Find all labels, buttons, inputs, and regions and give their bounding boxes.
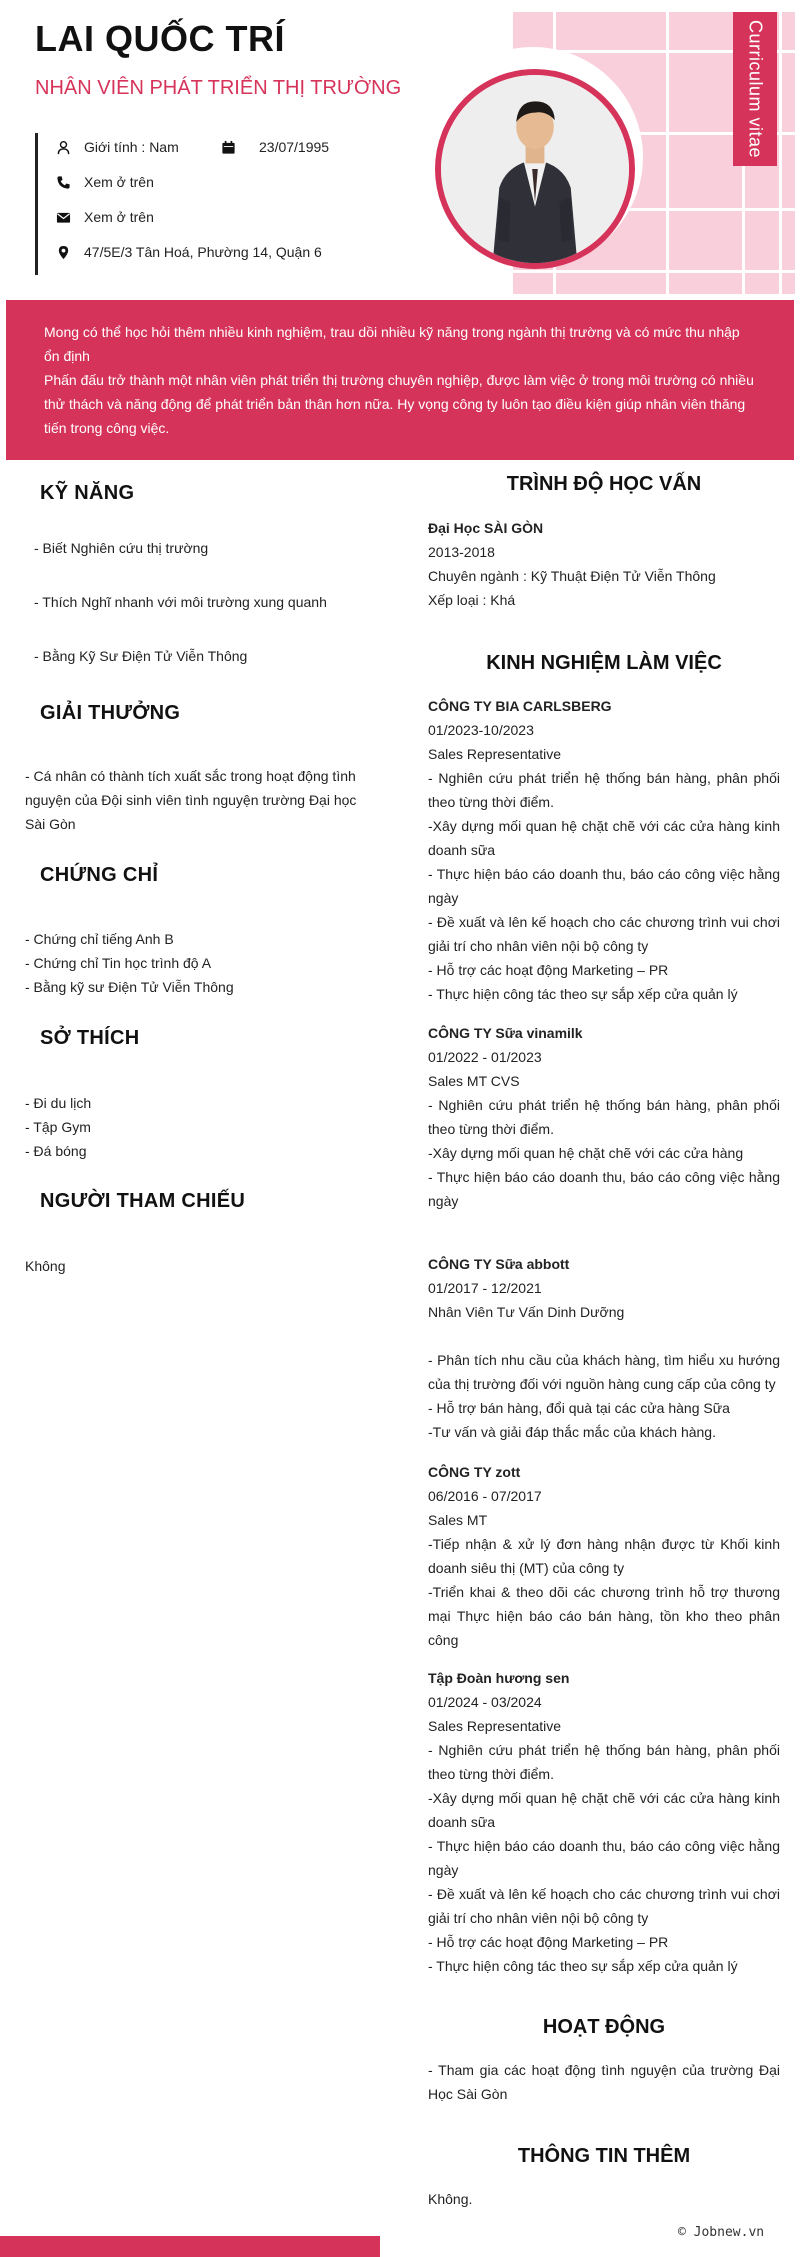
job-title: NHÂN VIÊN PHÁT TRIỂN THỊ TRƯỜNG (35, 77, 402, 99)
job-duty: - Thực hiện báo cáo doanh thu, báo cáo công việc hằng ngày (428, 866, 780, 906)
contact-dob (220, 139, 329, 155)
education-details (428, 516, 780, 612)
cv-tab-label: Curriculum vitae (745, 19, 766, 159)
job-duty: -Tiếp nhận & xử lý đơn hàng nhận được từ Khối kinh doanh siêu thị (MT) của công ty (428, 1536, 780, 1576)
education-school: Đại Học SÀI GÒN (428, 520, 544, 536)
job-duty: - Hỗ trợ các hoạt động Marketing – PR (428, 962, 669, 978)
job-duty: -Xây dựng mối quan hệ chặt chẽ với các cửa hàng kinh doanh sữa (428, 818, 780, 858)
gender-text: Giới tính : Nam (84, 139, 179, 155)
certificates-title: CHỨNG CHỈ (40, 864, 159, 886)
job-duty: - Thực hiện báo cáo doanh thu, báo cáo công việc hằng ngày (428, 1169, 780, 1209)
skills-title: KỸ NĂNG (40, 482, 135, 504)
experience-section (428, 651, 780, 675)
contact-info (35, 133, 415, 275)
hobby-item: - Đá bóng (25, 1143, 87, 1159)
email-icon (55, 209, 71, 225)
references-text: Không (25, 1258, 66, 1274)
job-duty: - Phân tích nhu cầu của khách hàng, tìm hiểu xu hướng của thị trường đối với nguồn hàng cung cấp của công ty (428, 1352, 780, 1392)
career-objective (6, 300, 794, 460)
bottom-accent-bar (0, 2236, 380, 2257)
email-text: Xem ở trên (84, 209, 154, 225)
candidate-name: LAI QUỐC TRÍ (35, 18, 285, 59)
objective-line-2: Phấn đấu trở thành một nhân viên phát triển thị trường chuyên nghiệp, được làm việc ở trong môi trường có nhiều thử thách và năng động để phát triển bản thân hơn nữa. Hy vọng công ty luôn tạo điều kiện giúp nhân viên thăng tiến trong công việc. (44, 372, 754, 436)
education-section (428, 472, 780, 496)
contact-gender (55, 139, 179, 155)
job-entry (428, 1252, 780, 1444)
job-duty: - Đề xuất và lên kế hoạch cho các chương trình vui chơi giải trí cho nhân viên nội bộ công ty (428, 1886, 780, 1926)
location-icon (55, 244, 71, 260)
job-period: 01/2017 - 12/2021 (428, 1280, 542, 1296)
contact-address (55, 244, 322, 260)
copyright: © Jobnew.vn (678, 2225, 765, 2240)
job-period: 01/2023-10/2023 (428, 722, 534, 738)
spacer (428, 1324, 780, 1348)
certificate-item: - Chứng chỉ Tin học trình độ A (25, 955, 212, 971)
awards-text: - Cá nhân có thành tích xuất sắc trong hoạt động tình nguyện của Đội sinh viên tình nguyện trường Đại học Sài Gòn (25, 768, 357, 832)
activities-title: HOẠT ĐỘNG (542, 2016, 666, 2038)
skill-item: - Thích Nghĩ nhanh với môi trường xung quanh (34, 594, 327, 610)
job-duty: - Thực hiện công tác theo sự sắp xếp cửa quản lý (428, 1958, 738, 1974)
job-duty: - Hỗ trợ bán hàng, đổi quà tại các cửa hàng Sữa (428, 1400, 730, 1416)
hobbies-title: SỞ THÍCH (40, 1027, 140, 1049)
job-company: CÔNG TY zott (428, 1464, 521, 1480)
hobby-item: - Tập Gym (25, 1119, 91, 1135)
experience-title: KINH NGHIỆM LÀM VIỆC (486, 652, 722, 674)
address-text: 47/5E/3 Tân Hoá, Phường 14, Quận 6 (84, 244, 322, 260)
job-role: Sales MT (428, 1512, 488, 1528)
education-period: 2013-2018 (428, 544, 495, 560)
job-duty: -Tư vấn và giải đáp thắc mắc của khách hàng. (428, 1424, 716, 1440)
job-role: Sales Representative (428, 746, 562, 762)
job-period: 06/2016 - 07/2017 (428, 1488, 542, 1504)
job-period: 01/2022 - 01/2023 (428, 1049, 542, 1065)
job-entry (428, 1021, 780, 1213)
extra-text: Không. (428, 2191, 473, 2207)
avatar (435, 69, 635, 269)
job-entry (428, 694, 780, 1006)
job-duty: - Nghiên cứu phát triển hệ thống bán hàng, phân phối theo từng thời điểm. (428, 1097, 780, 1137)
person-icon (55, 139, 71, 155)
job-company: CÔNG TY Sữa vinamilk (428, 1025, 583, 1041)
cv-tab (733, 12, 777, 166)
job-duty: - Thực hiện công tác theo sự sắp xếp cửa quản lý (428, 986, 738, 1002)
job-company: CÔNG TY BIA CARLSBERG (428, 698, 612, 714)
phone-text: Xem ở trên (84, 174, 154, 190)
phone-icon (55, 174, 71, 190)
activities-text: - Tham gia các hoạt động tình nguyện của trường Đại Học Sài Gòn (428, 2062, 780, 2102)
contact-phone (55, 174, 154, 190)
job-duty: -Triển khai & theo dõi các chương trình hỗ trợ thương mại Thực hiện báo cáo bán hàng, tồn kho theo phân công (428, 1584, 780, 1648)
activities-section (428, 2015, 780, 2039)
awards-title: GIẢI THƯỞNG (40, 702, 181, 724)
job-duty: -Xây dựng mối quan hệ chặt chẽ với các cửa hàng (428, 1145, 744, 1161)
education-title: TRÌNH ĐỘ HỌC VẤN (506, 473, 702, 495)
objective-line-1: Mong có thể học hỏi thêm nhiều kinh nghiệm, trau dồi nhiều kỹ năng trong ngành thị trường và có mức thu nhập ổn định (44, 324, 740, 364)
job-role: Sales MT CVS (428, 1073, 520, 1089)
extra-title: THÔNG TIN THÊM (517, 2145, 691, 2167)
job-role: Nhân Viên Tư Vấn Dinh Dưỡng (428, 1304, 625, 1320)
job-duty: - Thực hiện báo cáo doanh thu, báo cáo công việc hằng ngày (428, 1838, 780, 1878)
education-major: Chuyên ngành : Kỹ Thuật Điện Tử Viễn Thông (428, 568, 716, 584)
calendar-icon (220, 139, 236, 155)
job-entry (428, 1460, 780, 1652)
extra-section (428, 2144, 780, 2168)
job-duty: -Xây dựng mối quan hệ chặt chẽ với các cửa hàng kinh doanh sữa (428, 1790, 780, 1830)
job-role: Sales Representative (428, 1718, 562, 1734)
job-period: 01/2024 - 03/2024 (428, 1694, 542, 1710)
certificate-item: - Chứng chỉ tiếng Anh B (25, 931, 174, 947)
contact-email (55, 209, 154, 225)
references-title: NGƯỜI THAM CHIẾU (40, 1190, 246, 1212)
education-grade: Xếp loại : Khá (428, 592, 516, 608)
dob-text: 23/07/1995 (259, 139, 330, 155)
cv-header (0, 0, 800, 300)
skill-item: - Biết Nghiên cứu thị trường (34, 540, 209, 556)
job-company: CÔNG TY Sữa abbott (428, 1256, 570, 1272)
hobby-item: - Đi du lịch (25, 1095, 92, 1111)
job-entry (428, 1666, 780, 1978)
job-duty: - Đề xuất và lên kế hoạch cho các chương trình vui chơi giải trí cho nhân viên nội bộ công ty (428, 914, 780, 954)
job-duty: - Nghiên cứu phát triển hệ thống bán hàng, phân phối theo từng thời điểm. (428, 770, 780, 810)
portrait-image (441, 75, 629, 263)
skill-item: - Bằng Kỹ Sư Điện Tử Viễn Thông (34, 648, 248, 664)
job-company: Tập Đoàn hương sen (428, 1670, 570, 1686)
job-duty: - Nghiên cứu phát triển hệ thống bán hàng, phân phối theo từng thời điểm. (428, 1742, 780, 1782)
job-duty: - Hỗ trợ các hoạt động Marketing – PR (428, 1934, 669, 1950)
certificate-item: - Bằng kỹ sư Điện Tử Viễn Thông (25, 979, 234, 995)
